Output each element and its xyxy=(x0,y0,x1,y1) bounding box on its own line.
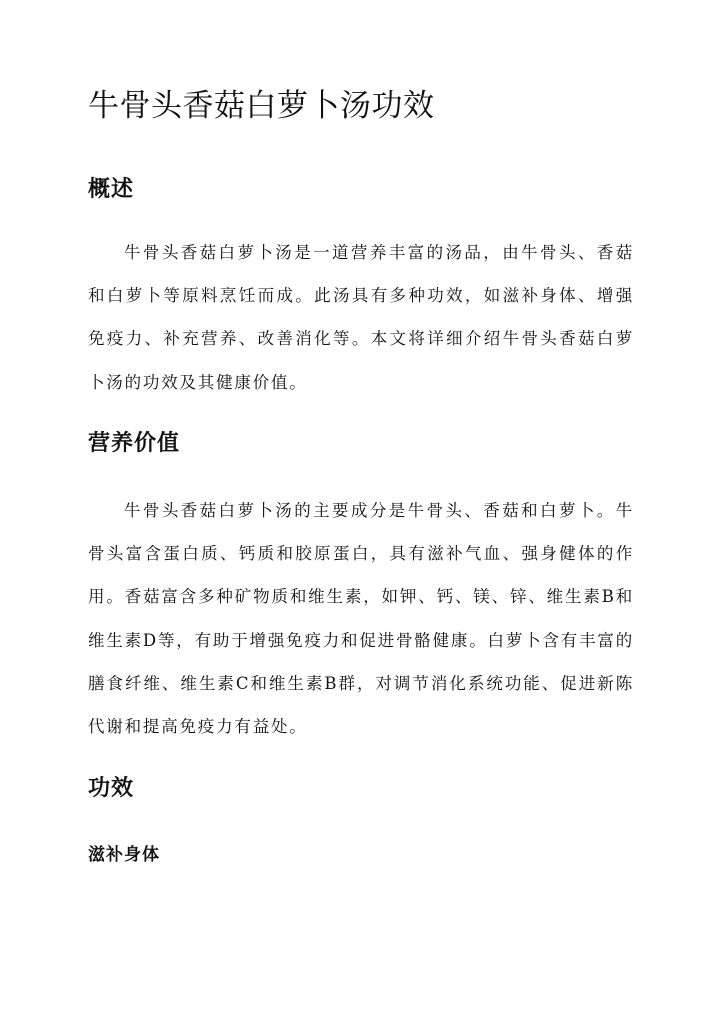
document-title: 牛骨头香菇白萝卜汤功效 xyxy=(88,88,435,124)
section-heading-nutrition: 营养价值 xyxy=(88,430,181,456)
section-heading-overview: 概述 xyxy=(88,176,135,202)
overview-paragraph: 牛骨头香菇白萝卜汤是一道营养丰富的汤品，由牛骨头、香菇和白萝卜等原料烹饪而成。此汤具有多种功效，如滋补身体、增强免疫力、补充营养、改善消化等。本文将详细介绍牛骨头香菇白萝卜汤的功效及其健康价值。 xyxy=(88,243,634,392)
section-heading-benefits: 功效 xyxy=(88,775,135,801)
nutrition-paragraph: 牛骨头香菇白萝卜汤的主要成分是牛骨头、香菇和白萝卜。牛骨头富含蛋白质、钙质和胶原蛋白，具有滋补气血、强身健体的作用。香菇富含多种矿物质和维生素，如钾、钙、镁、锌、维生素B和维生素D等，有助于增强免疫力和促进骨骼健康。白萝卜含有丰富的膳食纤维、维生素C和维生素B群，对调节消化系统功能、促进新陈代谢和提高免疫力有益处。 xyxy=(88,501,634,737)
subheading-nourish-body: 滋补身体 xyxy=(88,845,160,865)
